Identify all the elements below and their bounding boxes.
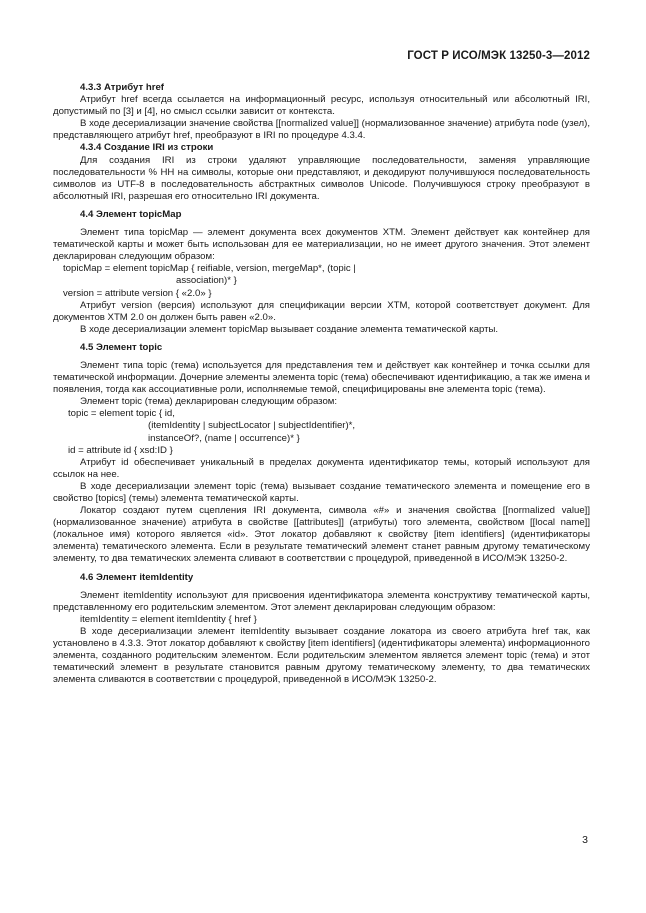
- code-line: topic = element topic { id,: [68, 408, 175, 420]
- page-content: [53, 82, 590, 686]
- paragraph: Элемент типа topic (тема) используется для представления тем и действует как контейнер и точка ссылки для тематической информации. Дочерние элементы элемента topic (тема) обеспечивают идентификацию, а так же имена и появления, тогда как ассоциативные роли, исполняемые темой, специфицированы вне элемента topic (тема).: [53, 359, 590, 396]
- paragraph: Локатор создают путем сцепления IRI документа, символа «#» и значения свойства [[normalized value]] (нормализованное значение) атрибута в свойстве [[attributes]] (атрибуты) того элемента, свойством [[local name]] (локальное имя) которого является «id». Этот локатор добавляют к свойству [item identifiers] (идентификаторы элемента) тематического элемента. Если в результате тематический элемент станет равным другому тематическому элементу, то два тематических элемента сливают в соответствии с процедурой, приведенной в ИСО/МЭК 13250-2.: [53, 505, 590, 565]
- paragraph: Атрибут version (версия) используют для спецификации версии XTM, которой соответствует документ. Для документов XTM 2.0 он должен быть равен «2.0».: [53, 299, 590, 323]
- paragraph: В ходе десериализации элемент topic (тема) вызывает создание тематического элемента и помещение его в свойство [topics] (темы) элемента тематической карты.: [53, 480, 590, 504]
- paragraph: В ходе десериализации элемент itemIdentity вызывает создание локатора из своего атрибута href так, как установлено в 4.3.3. Этот локатор добавляют к свойству [item identifiers] (идентификаторы элемента) информационного элемента, созданного родительским элементом. Если родительским элементом является элемент topic (тема) и этот тематический элемент в результате становится равным другому тематическому элементу, то два тематических элемента сливаются в соответствии с процедурой, приведенной в ИСО/МЭК 13250-2.: [53, 625, 590, 686]
- code-line: id = attribute id { xsd:ID }: [68, 444, 173, 456]
- heading-4-4: 4.4 Элемент topicMap: [80, 208, 182, 220]
- paragraph: Элемент типа topicMap — элемент документа всех документов XTM. Элемент действует как контейнер для тематической карты и может быть использован для ее материализации, но не имеет другого значения. Этот элемент декларирован следующим образом:: [53, 227, 590, 263]
- code-line: instanceOf?, (name | occurrence)* }: [148, 432, 300, 444]
- heading-4-5: 4.5 Элемент topic: [80, 341, 163, 353]
- paragraph: В ходе десериализации значение свойства [[normalized value]] (нормализованное значение) атрибута node (узел), представляющего атрибут href, преобразуют в IRI по процедуре 4.3.4.: [53, 118, 590, 142]
- code-line: association)* }: [176, 275, 237, 287]
- code-line: topicMap = element topicMap { reifiable, version, mergeMap*, (topic |: [63, 263, 356, 275]
- paragraph: Для создания IRI из строки удаляют управляющие последовательности, заменяя управляющие последовательности % НН на символы, которые они представляют, и декодируют получившуюся последовательность символов из UTF-8 в последовательность абстрактных символов Unicode. Получившуюся строку преобразуют в абсолютный IRI, разрешая его относительно IRI документа.: [53, 154, 590, 202]
- page-number: 3: [582, 834, 588, 846]
- paragraph: Атрибут id обеспечивает уникальный в пределах документа идентификатор темы, который используют для ссылок на нее.: [53, 456, 590, 480]
- heading-4-6: 4.6 Элемент itemIdentity: [80, 571, 194, 583]
- paragraph: В ходе десериализации элемент topicMap вызывает создание элемента тематической карты.: [80, 323, 499, 335]
- paragraph: Элемент itemIdentity используют для присвоения идентификатора элемента конструктиву тематической карты, представленному его родительским элементом. Этот элемент декларирован следующим образом:: [53, 589, 590, 613]
- code-line: itemIdentity = element itemIdentity { href }: [80, 613, 257, 625]
- paragraph: Атрибут href всегда ссылается на информационный ресурс, используя относительный или абсолютный IRI, допустимый по [3] и [4], но смысл ссылки зависит от контекста.: [53, 94, 590, 118]
- code-line: (itemIdentity | subjectLocator | subjectIdentifier)*,: [148, 420, 356, 432]
- paragraph: Элемент topic (тема) декларирован следующим образом:: [80, 396, 338, 408]
- document-header: ГОСТ Р ИСО/МЭК 13250-3—2012: [407, 50, 590, 62]
- heading-4-3-4: 4.3.4 Создание IRI из строки: [80, 142, 214, 154]
- heading-4-3-3: 4.3.3 Атрибут href: [80, 82, 165, 93]
- code-line: version = attribute version { «2.0» }: [63, 287, 212, 299]
